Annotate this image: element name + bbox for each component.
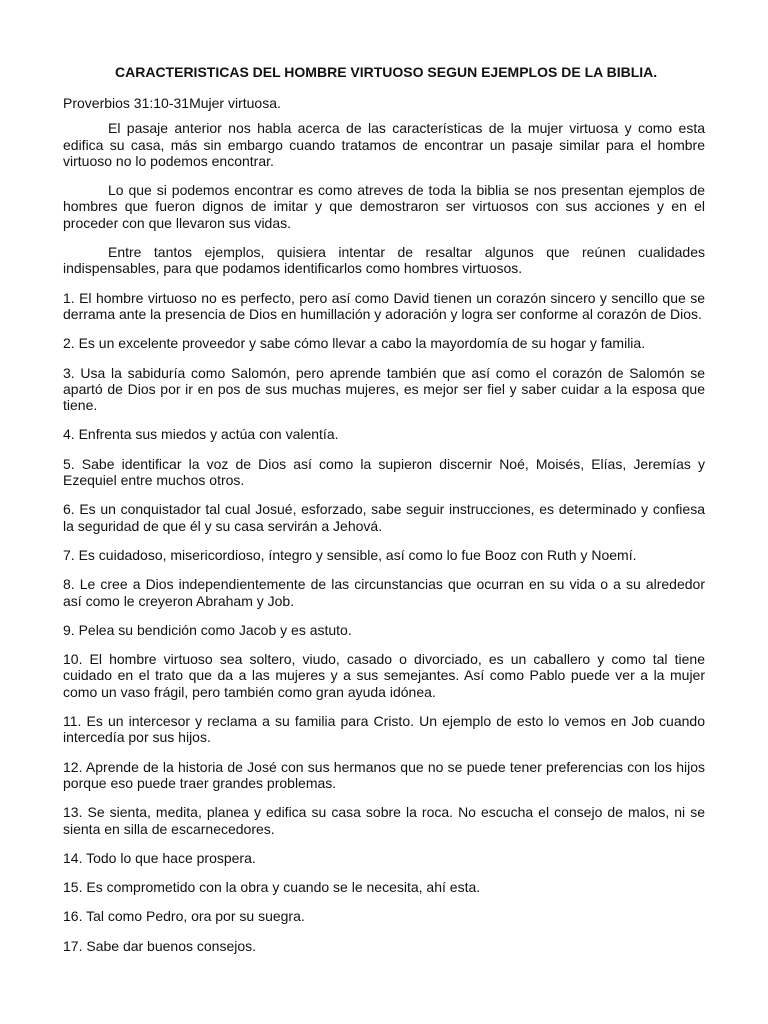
list-item-3: 3. Usa la sabiduría como Salomón, pero aprende también que así como el corazón de Salomón se apartó de Dios por ir en pos de sus muchas mujeres, es mejor ser fiel y saber cuidar a la esposa que tiene. [63,364,705,414]
intro-paragraph-1: El pasaje anterior nos habla acerca de las características de la mujer virtuosa y como esta edifica su casa, más sin embargo cuando tratamos de encontrar un pasaje similar para el hombre virtuoso no lo podemos encontrar. [63,120,705,169]
list-item-7: 7. Es cuidadoso, misericordioso, íntegro y sensible, así como lo fue Booz con Ruth y Noemí. [63,546,637,563]
list-item-14: 14. Todo lo que hace prospera. [63,849,256,866]
list-item-6: 6. Es un conquistador tal cual Josué, esforzado, sabe seguir instrucciones, es determinado y confiesa la seguridad de que él y su casa servirán a Jehová. [63,501,705,534]
list-item-13: 13. Se sienta, medita, planea y edifica su casa sobre la roca. No escucha el consejo de malos, ni se sienta en silla de escarnecedores. [63,804,705,837]
document-title: CARACTERISTICAS DEL HOMBRE VIRTUOSO SEGUN EJEMPLOS DE LA BIBLIA. [115,64,658,80]
list-item-11: 11. Es un intercesor y reclama a su familia para Cristo. Un ejemplo de esto lo vemos en Job cuando intercedía por sus hijos. [63,713,705,746]
list-item-8: 8. Le cree a Dios independientemente de las circunstancias que ocurran en su vida o a su alrededor así como le creyeron Abraham y Job. [63,576,705,609]
list-item-12: 12. Aprende de la historia de José con sus hermanos que no se puede tener preferencias con los hijos porque eso puede traer grandes problemas. [63,758,705,791]
intro-paragraph-2: Lo que si podemos encontrar es como atreves de toda la biblia se nos presentan ejemplos de hombres que fueron dignos de imitar y que demostraron ser virtuosos con sus acciones y en el proceder con que llevaron sus vidas. [63,182,705,231]
intro-paragraph-3: Entre tantos ejemplos, quisiera intentar de resaltar algunos que reúnen cualidades indispensables, para que podamos identificarlos como hombres virtuosos. [63,244,705,277]
list-item-10: 10. El hombre virtuoso sea soltero, viudo, casado o divorciado, es un caballero y como tal tiene cuidado en el trato que da a las mujeres y a sus semejantes. Así como Pablo puede ver a la mujer como un vaso frágil, pero también como gran ayuda idónea. [63,651,705,700]
list-item-4: 4. Enfrenta sus miedos y actúa con valentía. [63,426,339,443]
list-item-15: 15. Es comprometido con la obra y cuando se le necesita, ahí esta. [63,879,481,896]
bible-reference: Proverbios 31:10-31Mujer virtuosa. [63,95,281,111]
list-item-16: 16. Tal como Pedro, ora por su suegra. [63,908,305,925]
list-item-17: 17. Sabe dar buenos consejos. [63,937,257,954]
list-item-1: 1. El hombre virtuoso no es perfecto, pero así como David tienen un corazón sincero y sencillo que se derrama ante la presencia de Dios en humillación y adoración y logra ser conforme al corazón de Dios. [63,289,705,322]
list-item-5: 5. Sabe identificar la voz de Dios así como la supieron discernir Noé, Moisés, Elías, Jeremías y Ezequiel entre muchos otros. [63,455,705,489]
list-item-2: 2. Es un excelente proveedor y sabe cómo llevar a cabo la mayordomía de su hogar y familia. [63,335,646,352]
list-item-9: 9. Pelea su bendición como Jacob y es astuto. [63,621,352,638]
document-page [63,64,705,967]
